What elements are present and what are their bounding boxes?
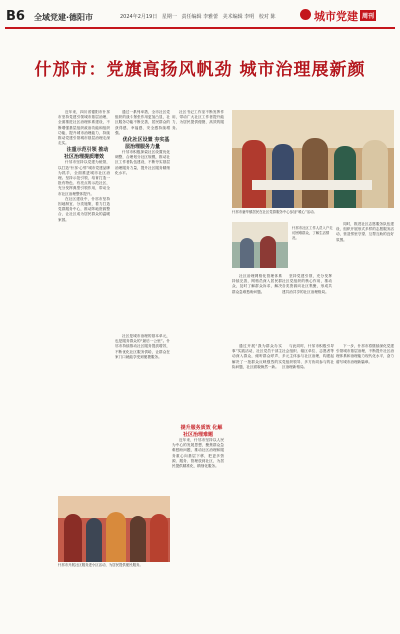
page-header (0, 0, 400, 44)
article-column-5 (282, 274, 332, 336)
page-headline: 什邡市：党旗高扬风帆劲 城市治理展新颜 (34, 60, 366, 80)
article-column-lower-4 (282, 344, 334, 569)
subheading: 优化社区设置 夯实基层治理服务力量 (122, 137, 170, 151)
logo-text: 城市党建 (314, 10, 358, 23)
photo-caption: 什邡市蓥华镇居民在社区党群服务中心参加“暖心”活动。 (232, 210, 317, 214)
newspaper-logo (314, 8, 376, 24)
paragraph: 下一步，什邡市将继续深化党建引领城市基层治理，不断提升社区治理体系和治理能力现代化水平，奋力谱写城市治理新篇章。 (336, 344, 394, 364)
paragraph: 社区治理网格化管理体系持续完善，网格员深入居民群众，及时了解群众诉求，解决群众急难愁盼问题。 (232, 274, 282, 294)
paragraph: 什邡市坚持以党建为统领，以打造“什邡·心邻”城市党建品牌为抓手，全面推进城市社区治理。坚持示范引领，培育打造一批有特色、有亮点的示范社区，充分发挥典型引领作用，带动全市社区治理整体提升。 (58, 160, 110, 196)
article-column-1 (58, 110, 110, 486)
section-title: 全域党建·德阳市 (34, 13, 94, 22)
subheading: 注重示范引领 推动社区治理提质增效 (63, 147, 109, 161)
issue-date: 2024年2月19日 (120, 14, 158, 20)
community-activity-photo (232, 110, 394, 208)
paragraph: 近年来，四川省德阳市什邡市坚持党建引领城市基层治理，全面推进社区治理体系建设，不断增强基层组织政治功能和组织功能，提升城市治理能力，持续推动党建引领城市基层治理走深走实。 (58, 110, 110, 146)
article-column-lower-1 (115, 334, 170, 504)
logo-badge: 周刊 (360, 10, 376, 21)
paragraph: 什邡市积极探索社区设置优化调整，合理划分社区规模，推动社区工作者队伍建设，不断夯实基层治理服务力量，提升社区服务精细化水平。 (115, 150, 170, 175)
article-column-2 (115, 110, 170, 310)
paragraph: 近年来，什邡市坚持以人民为中心的发展思想，聚焦群众急难愁盼问题，推动社区治理和服务重心向基层下移，把更多资源、服务、管理放到社区，为居民提供精准化、精细化服务。 (172, 438, 224, 469)
paragraph: 在社区建设中，什邡市坚持因地制宜、分类施策，着力打造党群服务中心，推动阵地资源整合，让社区成为居民群众的温暖家园。 (58, 196, 110, 222)
paragraph: 通过一系列举措，全市社区党组织的战斗堡垒作用更加凸显，社区服务功能不断完善，居民群众的获得感、幸福感、安全感持续增强。 (115, 110, 170, 135)
article-column-lower-2 (172, 424, 224, 634)
editor-credit: 责任编辑 李雅蕾 (181, 14, 219, 20)
page-number: B6 (6, 9, 25, 24)
visit-photo (232, 222, 288, 268)
paragraph: 坚持党建引领，充分发挥社区党组织的核心作用，推动各类资源向社区集聚，形成共建共治共享的社区治理格局。 (282, 274, 332, 294)
article-column-lower-5 (336, 344, 394, 569)
subheading: 提升服务质效 化解社区治理难题 (180, 425, 223, 438)
paragraph: 通过开展“我为群众办实事”实践活动，社区党员干部主动深入群众，倾听群众呼声，解决了一批群众反映强烈的实际问题，社区面貌焕然一新。 (232, 344, 282, 369)
bottom-photo-caption: 什邡市开展社区服务进小区活动，为居民提供便民服务。 (58, 563, 143, 567)
designer-credit: 美术编辑 李明 (222, 14, 255, 20)
party-emblem-icon (300, 9, 311, 20)
article-column-4 (232, 274, 282, 336)
article-column-lower-3 (232, 344, 282, 569)
paragraph: 社区书记工作室不断发挥作用，带动广大社区工作者提升能力，为居民提供便捷、高效的服务。 (172, 110, 224, 130)
side-photo-caption: 什邡市社区工作人员入户走访困难群众，了解生活情况。 (292, 226, 333, 240)
crowd-photo (58, 496, 170, 562)
page-meta (120, 13, 278, 20)
article-column-3 (172, 110, 224, 236)
issue-weekday: 星期一 (161, 14, 177, 20)
paragraph: 与此同时，什邡市积极引导社会组织、辖区单位、志愿者等多元主体参与社区治理，构建起党组织领导、多方协同参与的社区治理新格局。 (282, 344, 334, 369)
header-rule (5, 27, 395, 29)
article-column-6 (336, 222, 394, 340)
paragraph: 社区是城市治理的基本单元，也是服务群众的“最后一公里”。什邡市持续推动社区服务提质增效，不断优化社区服务供给，让群众在家门口就能享受到便捷服务。 (115, 334, 170, 359)
checker-credit: 校对 陈 (258, 14, 276, 20)
paragraph: 同时，推进社区志愿服务队伍建设，组织开展形式多样的志愿服务活动，营造邻里守望、互帮互助的良好氛围。 (336, 222, 394, 242)
